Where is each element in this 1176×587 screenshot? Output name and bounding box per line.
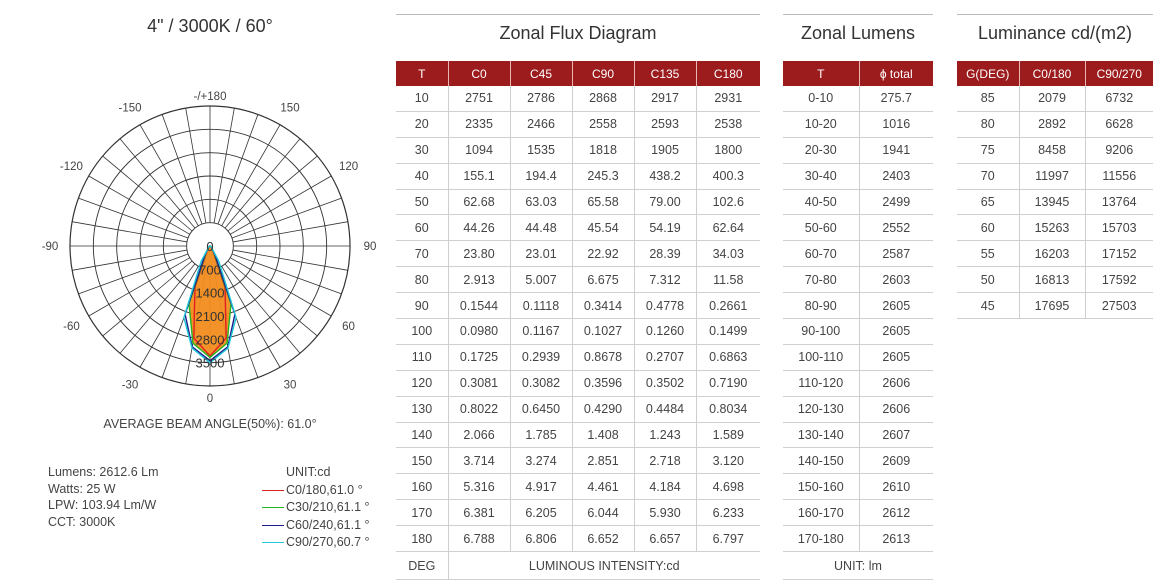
- legend-label: C30/210,61.1 °: [286, 500, 370, 514]
- flux-cell: 2.066: [448, 422, 510, 448]
- table-row: [783, 500, 933, 526]
- legend-entries: [262, 482, 370, 552]
- polar-radial-label: 2800: [195, 332, 225, 348]
- flux-cell: 140: [396, 422, 448, 448]
- polar-grid-spoke: [78, 254, 188, 294]
- flux-cell: 23.01: [510, 241, 572, 267]
- flux-cell: 2786: [510, 86, 572, 111]
- zonal-cell: 2613: [859, 526, 933, 552]
- polar-grid-spoke: [120, 264, 195, 353]
- lum-cell: 17152: [1085, 241, 1153, 267]
- table-row: [396, 86, 760, 111]
- polar-grid-spoke: [186, 108, 206, 223]
- flux-cell: 0.1118: [510, 293, 572, 319]
- table-row: [783, 526, 933, 552]
- table-row: [396, 267, 760, 293]
- table-row: [396, 422, 760, 448]
- table-row: [396, 500, 760, 526]
- flux-cell: 6.205: [510, 500, 572, 526]
- polar-angle-label: 150: [280, 102, 300, 115]
- flux-cell: 6.797: [696, 526, 760, 552]
- flux-cell: 100: [396, 319, 448, 345]
- table-row: [396, 241, 760, 267]
- table-row: [783, 215, 933, 241]
- zonal-cell: 130-140: [783, 422, 859, 448]
- polar-grid-spoke: [103, 261, 192, 336]
- flux-cell: 2335: [448, 111, 510, 137]
- zonal-cell: 2606: [859, 396, 933, 422]
- spec-lumens: Lumens: 2612.6 Lm: [48, 465, 159, 479]
- flux-cell: 0.2661: [696, 293, 760, 319]
- polar-radial-label: 700: [199, 262, 221, 278]
- flux-cell: 44.26: [448, 215, 510, 241]
- flux-cell: 0.1027: [572, 319, 634, 345]
- flux-cell: 1905: [634, 137, 696, 163]
- polar-angle-label: -90: [41, 241, 59, 253]
- zonal-cell: 2587: [859, 241, 933, 267]
- polar-angle-label: -/+180: [193, 91, 227, 103]
- flux-cell: 63.03: [510, 189, 572, 215]
- specs-block: [48, 464, 159, 530]
- polar-grid-spoke: [233, 250, 348, 270]
- flux-cell: 1094: [448, 137, 510, 163]
- lum-cell: 2892: [1019, 111, 1085, 137]
- table-row: [783, 293, 933, 319]
- lum-header-cell: G(DEG): [957, 61, 1019, 86]
- flux-header-cell: C0: [448, 61, 510, 86]
- flux-cell: 6.044: [572, 500, 634, 526]
- lum-cell: 75: [957, 137, 1019, 163]
- table-row: [396, 319, 760, 345]
- flux-cell: 2868: [572, 86, 634, 111]
- table-row: [396, 163, 760, 189]
- flux-cell: 5.930: [634, 500, 696, 526]
- flux-cell: 1.589: [696, 422, 760, 448]
- spec-cct: CCT: 3000K: [48, 514, 116, 529]
- table-row: [957, 86, 1153, 111]
- flux-cell: 110: [396, 344, 448, 370]
- zonal-cell: 50-60: [783, 215, 859, 241]
- zonal-cell: 2606: [859, 370, 933, 396]
- legend-entry: [262, 482, 370, 500]
- table-row: [957, 215, 1153, 241]
- table-row: [783, 319, 933, 345]
- polar-grid-spoke: [228, 156, 317, 231]
- polar-grid-spoke: [214, 108, 234, 223]
- flux-cell: 54.19: [634, 215, 696, 241]
- flux-cell: 120: [396, 370, 448, 396]
- flux-cell: 0.3081: [448, 370, 510, 396]
- zonal-cell: 0-10: [783, 86, 859, 111]
- flux-cell: 2.851: [572, 448, 634, 474]
- lum-cell: 15703: [1085, 215, 1153, 241]
- flux-cell: 2466: [510, 111, 572, 137]
- lum-cell: 17695: [1019, 293, 1085, 319]
- lum-cell: 60: [957, 215, 1019, 241]
- flux-header-cell: C180: [696, 61, 760, 86]
- table-row: [783, 111, 933, 137]
- zonal-cell: 70-80: [783, 267, 859, 293]
- polar-angle-label: -150: [118, 102, 142, 115]
- zonal-cell: 160-170: [783, 500, 859, 526]
- table-row: [783, 163, 933, 189]
- flux-cell: 160: [396, 474, 448, 500]
- table-row: [396, 526, 760, 552]
- zonal-cell: 100-110: [783, 344, 859, 370]
- lum-cell: 15263: [1019, 215, 1085, 241]
- flux-cell: 438.2: [634, 163, 696, 189]
- lum-cell: 13945: [1019, 189, 1085, 215]
- polar-grid-spoke: [228, 261, 317, 336]
- flux-cell: 2917: [634, 86, 696, 111]
- zonal-cell: 2610: [859, 474, 933, 500]
- flux-cell: 4.698: [696, 474, 760, 500]
- flux-cell: 2558: [572, 111, 634, 137]
- zonal-flux-table: [396, 14, 760, 580]
- flux-cell: 6.381: [448, 500, 510, 526]
- flux-cell: 7.312: [634, 267, 696, 293]
- flux-cell: 6.652: [572, 526, 634, 552]
- table-row: [396, 189, 760, 215]
- zonal-cell: 80-90: [783, 293, 859, 319]
- lum-cell: 11556: [1085, 163, 1153, 189]
- flux-cell: 0.1499: [696, 319, 760, 345]
- flux-cell: 0.0980: [448, 319, 510, 345]
- table-row: [396, 111, 760, 137]
- lum-cell: 6628: [1085, 111, 1153, 137]
- table-row: [396, 215, 760, 241]
- flux-cell: 2.913: [448, 267, 510, 293]
- flux-cell: 5.007: [510, 267, 572, 293]
- polar-radial-label: 1400: [195, 285, 225, 301]
- flux-cell: 245.3: [572, 163, 634, 189]
- legend-swatch: [262, 542, 284, 543]
- flux-cell: 90: [396, 293, 448, 319]
- flux-cell: 0.2707: [634, 344, 696, 370]
- table-row: [783, 241, 933, 267]
- flux-cell: 23.80: [448, 241, 510, 267]
- zonal-cell: 20-30: [783, 137, 859, 163]
- lum-cell: 16813: [1019, 267, 1085, 293]
- table-row: [783, 448, 933, 474]
- table-row: [957, 137, 1153, 163]
- luminance-title: Luminance cd/(m2): [957, 14, 1153, 61]
- legend-swatch: [262, 507, 284, 508]
- lum-cell: 27503: [1085, 293, 1153, 319]
- zonal-cell: 2612: [859, 500, 933, 526]
- flux-cell: 150: [396, 448, 448, 474]
- polar-angle-label: -60: [63, 321, 80, 333]
- table-row: [396, 293, 760, 319]
- flux-cell: 0.6863: [696, 344, 760, 370]
- table-row: [396, 137, 760, 163]
- lum-cell: 85: [957, 86, 1019, 111]
- polar-grid-spoke: [225, 139, 300, 228]
- lum-cell: 65: [957, 189, 1019, 215]
- zonal-cell: 2552: [859, 215, 933, 241]
- polar-grid-spoke: [162, 114, 202, 224]
- zonal-header-cell: T: [783, 61, 859, 86]
- zonal-cell: 40-50: [783, 189, 859, 215]
- flux-cell: 20: [396, 111, 448, 137]
- polar-grid-spoke: [232, 254, 342, 294]
- flux-header-cell: C90: [572, 61, 634, 86]
- flux-cell: 0.1725: [448, 344, 510, 370]
- flux-cell: 60: [396, 215, 448, 241]
- flux-cell: 1.408: [572, 422, 634, 448]
- polar-grid-spoke: [120, 139, 195, 228]
- flux-cell: 0.3502: [634, 370, 696, 396]
- flux-cell: 400.3: [696, 163, 760, 189]
- legend-label: C0/180,61.0 °: [286, 482, 363, 497]
- table-row: [783, 396, 933, 422]
- zonal-cell: 1016: [859, 111, 933, 137]
- lum-header-cell: C0/180: [1019, 61, 1085, 86]
- table-row: [957, 189, 1153, 215]
- lum-cell: 16203: [1019, 241, 1085, 267]
- flux-footer-deg: DEG: [396, 552, 448, 580]
- table-row: [396, 474, 760, 500]
- polar-grid-spoke: [218, 114, 258, 224]
- legend-label: C90/270,60.7 °: [286, 535, 370, 549]
- flux-title: Zonal Flux Diagram: [396, 14, 760, 61]
- lum-cell: 45: [957, 293, 1019, 319]
- flux-cell: 130: [396, 396, 448, 422]
- zonal-cell: 60-70: [783, 241, 859, 267]
- polar-radial-label: 2100: [195, 309, 225, 324]
- zonal-header-cell: ϕ total: [859, 61, 933, 86]
- flux-cell: 0.7190: [696, 370, 760, 396]
- table-row: [783, 267, 933, 293]
- flux-cell: 50: [396, 189, 448, 215]
- zonal-cell: 150-160: [783, 474, 859, 500]
- flux-cell: 2.718: [634, 448, 696, 474]
- polar-grid-spoke: [72, 222, 187, 242]
- unit-label: UNIT:cd: [286, 465, 331, 479]
- flux-cell: 170: [396, 500, 448, 526]
- flux-cell: 0.3596: [572, 370, 634, 396]
- flux-cell: 22.92: [572, 241, 634, 267]
- flux-cell: 1.785: [510, 422, 572, 448]
- lum-cell: 9206: [1085, 137, 1153, 163]
- lum-cell: 8458: [1019, 137, 1085, 163]
- flux-cell: 6.788: [448, 526, 510, 552]
- polar-radial-label: 0: [206, 239, 214, 254]
- zonal-cell: 110-120: [783, 370, 859, 396]
- zonal-cell: 90-100: [783, 319, 859, 345]
- flux-cell: 79.00: [634, 189, 696, 215]
- table-row: [396, 344, 760, 370]
- polar-angle-label: -30: [121, 379, 139, 392]
- flux-cell: 44.48: [510, 215, 572, 241]
- flux-cell: 11.58: [696, 267, 760, 293]
- flux-header-cell: C135: [634, 61, 696, 86]
- zonal-cell: 1941: [859, 137, 933, 163]
- lum-header-cell: C90/270: [1085, 61, 1153, 86]
- flux-cell: 4.917: [510, 474, 572, 500]
- lum-cell: 50: [957, 267, 1019, 293]
- flux-cell: 194.4: [510, 163, 572, 189]
- lum-cell: 70: [957, 163, 1019, 189]
- flux-cell: 10: [396, 86, 448, 111]
- polar-grid-spoke: [232, 198, 342, 238]
- flux-cell: 1.243: [634, 422, 696, 448]
- zonal-cell: 2403: [859, 163, 933, 189]
- flux-cell: 6.806: [510, 526, 572, 552]
- flux-cell: 6.657: [634, 526, 696, 552]
- flux-cell: 0.8678: [572, 344, 634, 370]
- lum-cell: 80: [957, 111, 1019, 137]
- flux-cell: 0.1544: [448, 293, 510, 319]
- zonal-cell: 2499: [859, 189, 933, 215]
- lum-cell: 2079: [1019, 86, 1085, 111]
- table-row: [396, 448, 760, 474]
- lum-cell: 11997: [1019, 163, 1085, 189]
- flux-cell: 155.1: [448, 163, 510, 189]
- luminance-table: [957, 14, 1153, 319]
- zonal-cell: 30-40: [783, 163, 859, 189]
- table-row: [396, 370, 760, 396]
- flux-cell: 4.184: [634, 474, 696, 500]
- zonal-title: Zonal Lumens: [783, 14, 933, 61]
- legend-entry: [262, 534, 370, 552]
- flux-cell: 0.3414: [572, 293, 634, 319]
- lum-cell: 17592: [1085, 267, 1153, 293]
- lum-cell: 13764: [1085, 189, 1153, 215]
- polar-grid-spoke: [103, 156, 192, 231]
- flux-cell: 1800: [696, 137, 760, 163]
- zonal-cell: 275.7: [859, 86, 933, 111]
- flux-cell: 3.714: [448, 448, 510, 474]
- legend-swatch: [262, 525, 284, 526]
- zonal-cell: 10-20: [783, 111, 859, 137]
- table-row: [783, 370, 933, 396]
- flux-cell: 65.58: [572, 189, 634, 215]
- table-row: [957, 163, 1153, 189]
- polar-radial-label: 3500: [195, 355, 225, 371]
- flux-cell: 28.39: [634, 241, 696, 267]
- flux-footer-unit: LUMINOUS INTENSITY:cd: [448, 552, 760, 580]
- lum-cell: 55: [957, 241, 1019, 267]
- flux-cell: 0.4778: [634, 293, 696, 319]
- beam-angle-text: AVERAGE BEAM ANGLE(50%): 61.0°: [103, 417, 317, 431]
- flux-cell: 5.316: [448, 474, 510, 500]
- polar-diagram: [40, 88, 380, 418]
- flux-cell: 102.6: [696, 189, 760, 215]
- polar-grid-spoke: [72, 250, 187, 270]
- flux-cell: 6.675: [572, 267, 634, 293]
- spec-watts: Watts: 25 W: [48, 481, 116, 496]
- table-row: [783, 344, 933, 370]
- flux-cell: 0.1260: [634, 319, 696, 345]
- flux-cell: 0.8034: [696, 396, 760, 422]
- flux-cell: 34.03: [696, 241, 760, 267]
- polar-angle-label: 30: [283, 379, 297, 392]
- zonal-lumens-table: [783, 14, 933, 580]
- flux-cell: 62.64: [696, 215, 760, 241]
- flux-cell: 45.54: [572, 215, 634, 241]
- table-row: [783, 86, 933, 111]
- zonal-cell: 2609: [859, 448, 933, 474]
- flux-cell: 3.120: [696, 448, 760, 474]
- polar-grid-spoke: [233, 222, 348, 242]
- flux-cell: 2751: [448, 86, 510, 111]
- legend: [262, 464, 370, 552]
- zonal-footer: UNIT: lm: [783, 552, 933, 580]
- table-row: [957, 111, 1153, 137]
- flux-cell: 0.4290: [572, 396, 634, 422]
- table-row: [783, 137, 933, 163]
- legend-entry: [262, 499, 370, 517]
- zonal-cell: 2607: [859, 422, 933, 448]
- flux-cell: 4.461: [572, 474, 634, 500]
- flux-cell: 6.233: [696, 500, 760, 526]
- zonal-cell: 2605: [859, 344, 933, 370]
- flux-cell: 0.8022: [448, 396, 510, 422]
- polar-angle-label: 120: [338, 161, 359, 173]
- table-row: [783, 422, 933, 448]
- polar-title: 4" / 3000K / 60°: [147, 16, 273, 36]
- flux-cell: 80: [396, 267, 448, 293]
- flux-cell: 180: [396, 526, 448, 552]
- legend-label: C60/240,61.1 °: [286, 517, 370, 532]
- table-row: [783, 474, 933, 500]
- polar-grid-spoke: [78, 198, 188, 238]
- zonal-cell: 2605: [859, 319, 933, 345]
- table-row: [783, 189, 933, 215]
- polar-grid-spoke: [225, 264, 300, 353]
- polar-angle-label: 0: [206, 393, 214, 405]
- flux-cell: 40: [396, 163, 448, 189]
- table-row: [957, 293, 1153, 319]
- flux-cell: 30: [396, 137, 448, 163]
- table-row: [957, 267, 1153, 293]
- flux-cell: 2538: [696, 111, 760, 137]
- flux-header-cell: T: [396, 61, 448, 86]
- legend-entry: [262, 517, 370, 535]
- flux-cell: 0.3082: [510, 370, 572, 396]
- zonal-cell: 170-180: [783, 526, 859, 552]
- polar-angle-label: -120: [59, 161, 83, 173]
- flux-cell: 2593: [634, 111, 696, 137]
- flux-cell: 0.6450: [510, 396, 572, 422]
- flux-cell: 2931: [696, 86, 760, 111]
- flux-cell: 0.2939: [510, 344, 572, 370]
- flux-cell: 1535: [510, 137, 572, 163]
- polar-angle-label: 90: [363, 241, 377, 253]
- flux-cell: 1818: [572, 137, 634, 163]
- flux-cell: 0.1167: [510, 319, 572, 345]
- zonal-cell: 2605: [859, 293, 933, 319]
- polar-angle-label: 60: [342, 321, 355, 333]
- zonal-cell: 120-130: [783, 396, 859, 422]
- flux-cell: 3.274: [510, 448, 572, 474]
- flux-cell: 62.68: [448, 189, 510, 215]
- table-row: [957, 241, 1153, 267]
- flux-cell: 0.4484: [634, 396, 696, 422]
- flux-header-cell: C45: [510, 61, 572, 86]
- flux-cell: 70: [396, 241, 448, 267]
- legend-swatch: [262, 490, 284, 491]
- table-row: [396, 396, 760, 422]
- spec-lpw: LPW: 103.94 Lm/W: [48, 498, 157, 512]
- zonal-cell: 2603: [859, 267, 933, 293]
- zonal-cell: 140-150: [783, 448, 859, 474]
- lum-cell: 6732: [1085, 86, 1153, 111]
